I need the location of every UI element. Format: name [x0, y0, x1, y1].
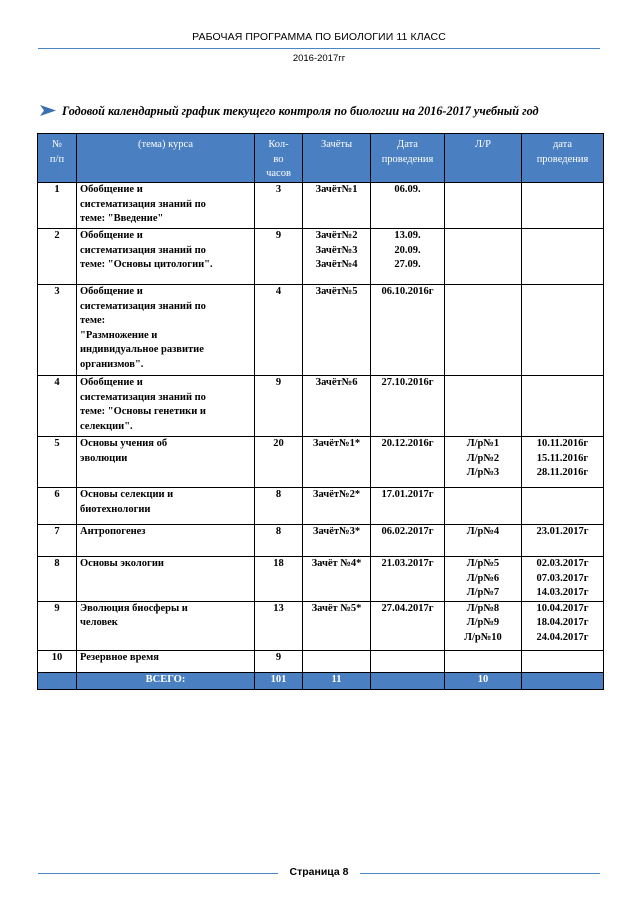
row-topic-cell: Обобщение и систематизация знаний по теме: "Введение" — [77, 183, 255, 229]
document-header-years: 2016-2017гг — [292, 53, 346, 64]
row-lab-cell: Л/р№8 Л/р№9 Л/р№10 — [445, 601, 522, 650]
row-num-cell: 3 — [38, 285, 77, 376]
row-lab-date-cell: 23.01.2017г — [522, 525, 604, 557]
row-tests-cell: Зачёт№5 — [303, 285, 371, 376]
row-num-cell: 5 — [38, 437, 77, 488]
col-header-tests: Зачёты — [303, 134, 371, 183]
row-tests-cell: Зачёт№3* — [303, 525, 371, 557]
total-date-cell — [371, 672, 445, 689]
row-lab-cell — [445, 229, 522, 285]
table-row — [38, 557, 604, 602]
row-tests-cell — [303, 650, 371, 672]
row-hours-cell: 18 — [255, 557, 303, 602]
row-date-cell: 06.09. — [371, 183, 445, 229]
row-tests-cell: Зачёт№1 — [303, 183, 371, 229]
total-label: ВСЕГО: — [77, 672, 255, 689]
row-lab-date-cell: 10.11.2016г 15.11.2016г 28.11.2016г — [522, 437, 604, 488]
section-heading — [40, 104, 620, 120]
row-date-cell: 06.02.2017г — [371, 525, 445, 557]
page-number: Страница 8 — [289, 866, 349, 878]
row-topic-cell: Основы экологии — [77, 557, 255, 602]
row-hours-cell: 9 — [255, 376, 303, 437]
row-num-cell: 9 — [38, 601, 77, 650]
total-row — [38, 672, 604, 689]
row-num-cell: 10 — [38, 650, 77, 672]
row-lab-cell — [445, 488, 522, 525]
row-lab-date-cell — [522, 285, 604, 376]
row-num-cell: 7 — [38, 525, 77, 557]
row-topic-cell: Эволюция биосферы и человек — [77, 601, 255, 650]
total-num-cell — [38, 672, 77, 689]
table-row — [38, 601, 604, 650]
document-header-title: РАБОЧАЯ ПРОГРАММА ПО БИОЛОГИИ 11 КЛАСС — [192, 31, 446, 43]
row-num-cell: 4 — [38, 376, 77, 437]
total-lab-date-cell — [522, 672, 604, 689]
section-heading-text: Годовой календарный график текущего контроля по биологии на 2016-2017 учебный год — [62, 104, 539, 118]
row-hours-cell: 4 — [255, 285, 303, 376]
row-date-cell: 06.10.2016г — [371, 285, 445, 376]
row-tests-cell: Зачёт№6 — [303, 376, 371, 437]
total-tests: 11 — [303, 672, 371, 689]
row-lab-cell — [445, 376, 522, 437]
row-tests-cell: Зачёт№2* — [303, 488, 371, 525]
row-num-cell: 1 — [38, 183, 77, 229]
col-header-lab-date: дата проведения — [522, 134, 604, 183]
row-num-cell: 6 — [38, 488, 77, 525]
total-labs: 10 — [445, 672, 522, 689]
col-header-num: № п/п — [38, 134, 77, 183]
row-num-cell: 2 — [38, 229, 77, 285]
row-topic-cell: Основы селекции и биотехнологии — [77, 488, 255, 525]
row-lab-date-cell: 10.04.2017г 18.04.2017г 24.04.2017г — [522, 601, 604, 650]
row-date-cell: 27.10.2016г — [371, 376, 445, 437]
row-topic-cell: Антропогенез — [77, 525, 255, 557]
table-row — [38, 229, 604, 285]
row-date-cell: 20.12.2016г — [371, 437, 445, 488]
row-hours-cell: 13 — [255, 601, 303, 650]
col-header-topic: (тема) курса — [77, 134, 255, 183]
arrow-right-icon — [40, 105, 56, 120]
row-hours-cell: 3 — [255, 183, 303, 229]
row-tests-cell: Зачёт №4* — [303, 557, 371, 602]
row-topic-cell: Основы учения об эволюции — [77, 437, 255, 488]
row-hours-cell: 9 — [255, 650, 303, 672]
row-lab-cell — [445, 183, 522, 229]
table-row — [38, 650, 604, 672]
row-hours-cell: 20 — [255, 437, 303, 488]
total-hours: 101 — [255, 672, 303, 689]
row-hours-cell: 8 — [255, 525, 303, 557]
row-hours-cell: 9 — [255, 229, 303, 285]
row-lab-cell — [445, 285, 522, 376]
row-topic-cell: Обобщение и систематизация знаний по теме: "Размножение и индивидуальное развитие организмов". — [77, 285, 255, 376]
row-tests-cell: Зачёт№2 Зачёт№3 Зачёт№4 — [303, 229, 371, 285]
row-lab-cell: Л/р№5 Л/р№6 Л/р№7 — [445, 557, 522, 602]
col-header-hours: Кол- во часов — [255, 134, 303, 183]
row-date-cell: 21.03.2017г — [371, 557, 445, 602]
row-date-cell: 13.09. 20.09. 27.09. — [371, 229, 445, 285]
row-lab-date-cell — [522, 488, 604, 525]
table-row — [38, 285, 604, 376]
table-row — [38, 183, 604, 229]
footer-divider-right — [360, 873, 600, 874]
col-header-date: Дата проведения — [371, 134, 445, 183]
row-tests-cell: Зачёт№1* — [303, 437, 371, 488]
row-lab-cell: Л/р№4 — [445, 525, 522, 557]
table-row — [38, 376, 604, 437]
row-lab-cell: Л/р№1 Л/р№2 Л/р№3 — [445, 437, 522, 488]
row-date-cell — [371, 650, 445, 672]
table-header-row — [38, 134, 604, 183]
row-lab-date-cell — [522, 183, 604, 229]
table-row — [38, 437, 604, 488]
col-header-lab: Л/Р — [445, 134, 522, 183]
header-divider — [38, 48, 600, 49]
row-lab-date-cell — [522, 376, 604, 437]
row-hours-cell: 8 — [255, 488, 303, 525]
row-lab-date-cell — [522, 229, 604, 285]
control-schedule-table — [37, 133, 604, 690]
row-topic-cell: Резервное время — [77, 650, 255, 672]
row-lab-date-cell — [522, 650, 604, 672]
row-date-cell: 17.01.2017г — [371, 488, 445, 525]
table-row — [38, 488, 604, 525]
row-lab-date-cell: 02.03.2017г 07.03.2017г 14.03.2017г — [522, 557, 604, 602]
row-date-cell: 27.04.2017г — [371, 601, 445, 650]
row-num-cell: 8 — [38, 557, 77, 602]
row-topic-cell: Обобщение и систематизация знаний по теме: "Основы генетики и селекции". — [77, 376, 255, 437]
row-topic-cell: Обобщение и систематизация знаний по теме: "Основы цитологии". — [77, 229, 255, 285]
row-lab-cell — [445, 650, 522, 672]
table-row — [38, 525, 604, 557]
row-tests-cell: Зачёт №5* — [303, 601, 371, 650]
